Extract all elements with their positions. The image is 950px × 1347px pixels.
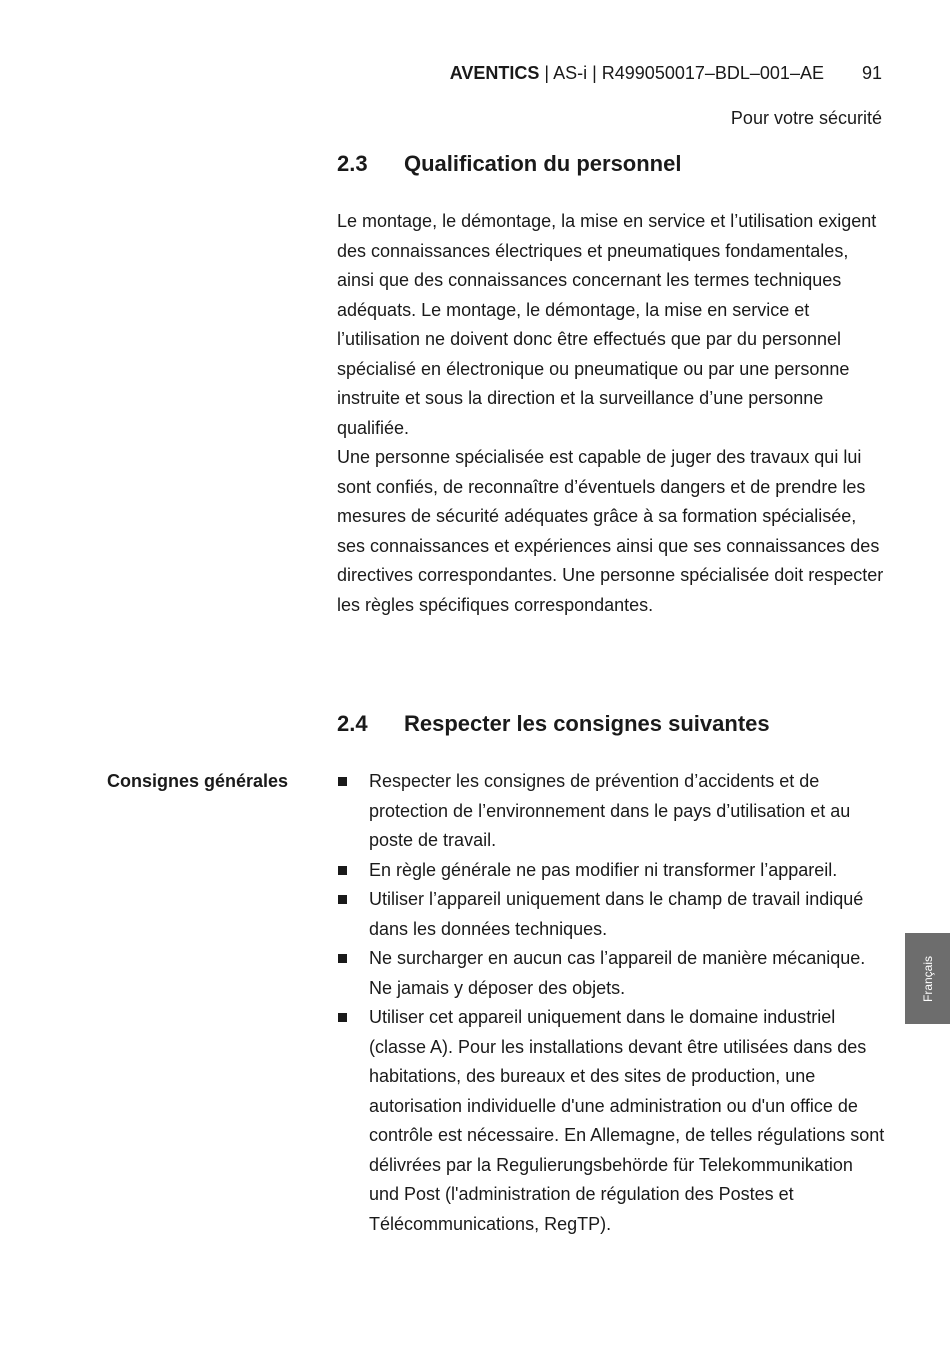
bullet-list	[337, 767, 887, 1239]
page-number: 91	[861, 63, 882, 83]
list-item	[337, 767, 887, 856]
section-title: Respecter les consignes suivantes	[404, 711, 770, 736]
list-item-text: Utiliser cet appareil uniquement dans le domaine industriel (classe A). Pour les installations devant être utilisées dans des habitations, des bureaux et des sites de production, une autorisation individuelle d'une administration ou d'un office de contrôle est nécessaire. En Allemagne, de telles régulations sont délivrées par la Regulierungsbehörde für Telekommunikation und Post (l'administration de régulation des Postes et Télécommunications, RegTP).	[369, 1007, 885, 1234]
bullet-square-icon	[338, 895, 347, 904]
list-item-text: Ne surcharger en aucun cas l’appareil de manière mécanique. Ne jamais y déposer des objets.	[369, 948, 866, 998]
list-item	[337, 1003, 887, 1239]
list-item-text: En règle générale ne pas modifier ni transformer l’appareil.	[369, 859, 838, 880]
chapter-label: Pour votre sécurité	[730, 108, 882, 128]
bullet-square-icon	[338, 777, 347, 786]
section-heading-2-4	[337, 710, 770, 738]
language-tab	[905, 933, 950, 1024]
section-number: 2.4	[337, 711, 368, 736]
section-title: Qualification du personnel	[404, 151, 682, 176]
brand-name: AVENTICS	[449, 63, 540, 83]
paragraph: Une personne spécialisée est capable de juger des travaux qui lui sont confiés, de reconnaître d’éventuels dangers et de prendre les mesures de sécurité adéquates grâce à sa formation spécialisée, ses connaissances et expériences ainsi que ses connaissances des directives correspondantes. Une personne spécialisée doit respecter les règles spécifiques correspondantes.	[337, 447, 884, 615]
side-label: Consignes générales	[107, 771, 289, 791]
document-reference: | AS-i | R499050017–BDL–001–AE	[539, 63, 824, 83]
bullet-square-icon	[338, 866, 347, 875]
list-item-text: Respecter les consignes de prévention d’accidents et de protection de l’environnement dans le pays d’utilisation et au poste de travail.	[369, 771, 851, 850]
list-item-text: Utiliser l’appareil uniquement dans le champ de travail indiqué dans les données techniques.	[369, 889, 864, 939]
bullet-square-icon	[338, 954, 347, 963]
list-item	[337, 885, 887, 944]
paragraph: Le montage, le démontage, la mise en service et l’utilisation exigent des connaissances électriques et pneumatiques fondamentales, ainsi que des connaissances concernant les termes techniques adéquats. Le montage, le démontage, la mise en service et l’utilisation ne doivent donc être effectués que par du personnel spécialisé en électronique ou pneumatique ou par une personne instruite et sous la direction et la surveillance d’une personne qualifiée.	[337, 211, 877, 438]
bullet-square-icon	[338, 1013, 347, 1022]
list-item	[337, 856, 887, 886]
section-heading-2-3	[337, 150, 681, 178]
page-header	[450, 61, 882, 85]
section-number: 2.3	[337, 151, 368, 176]
language-tab-label: Français	[920, 955, 935, 1002]
list-item	[337, 944, 887, 1003]
